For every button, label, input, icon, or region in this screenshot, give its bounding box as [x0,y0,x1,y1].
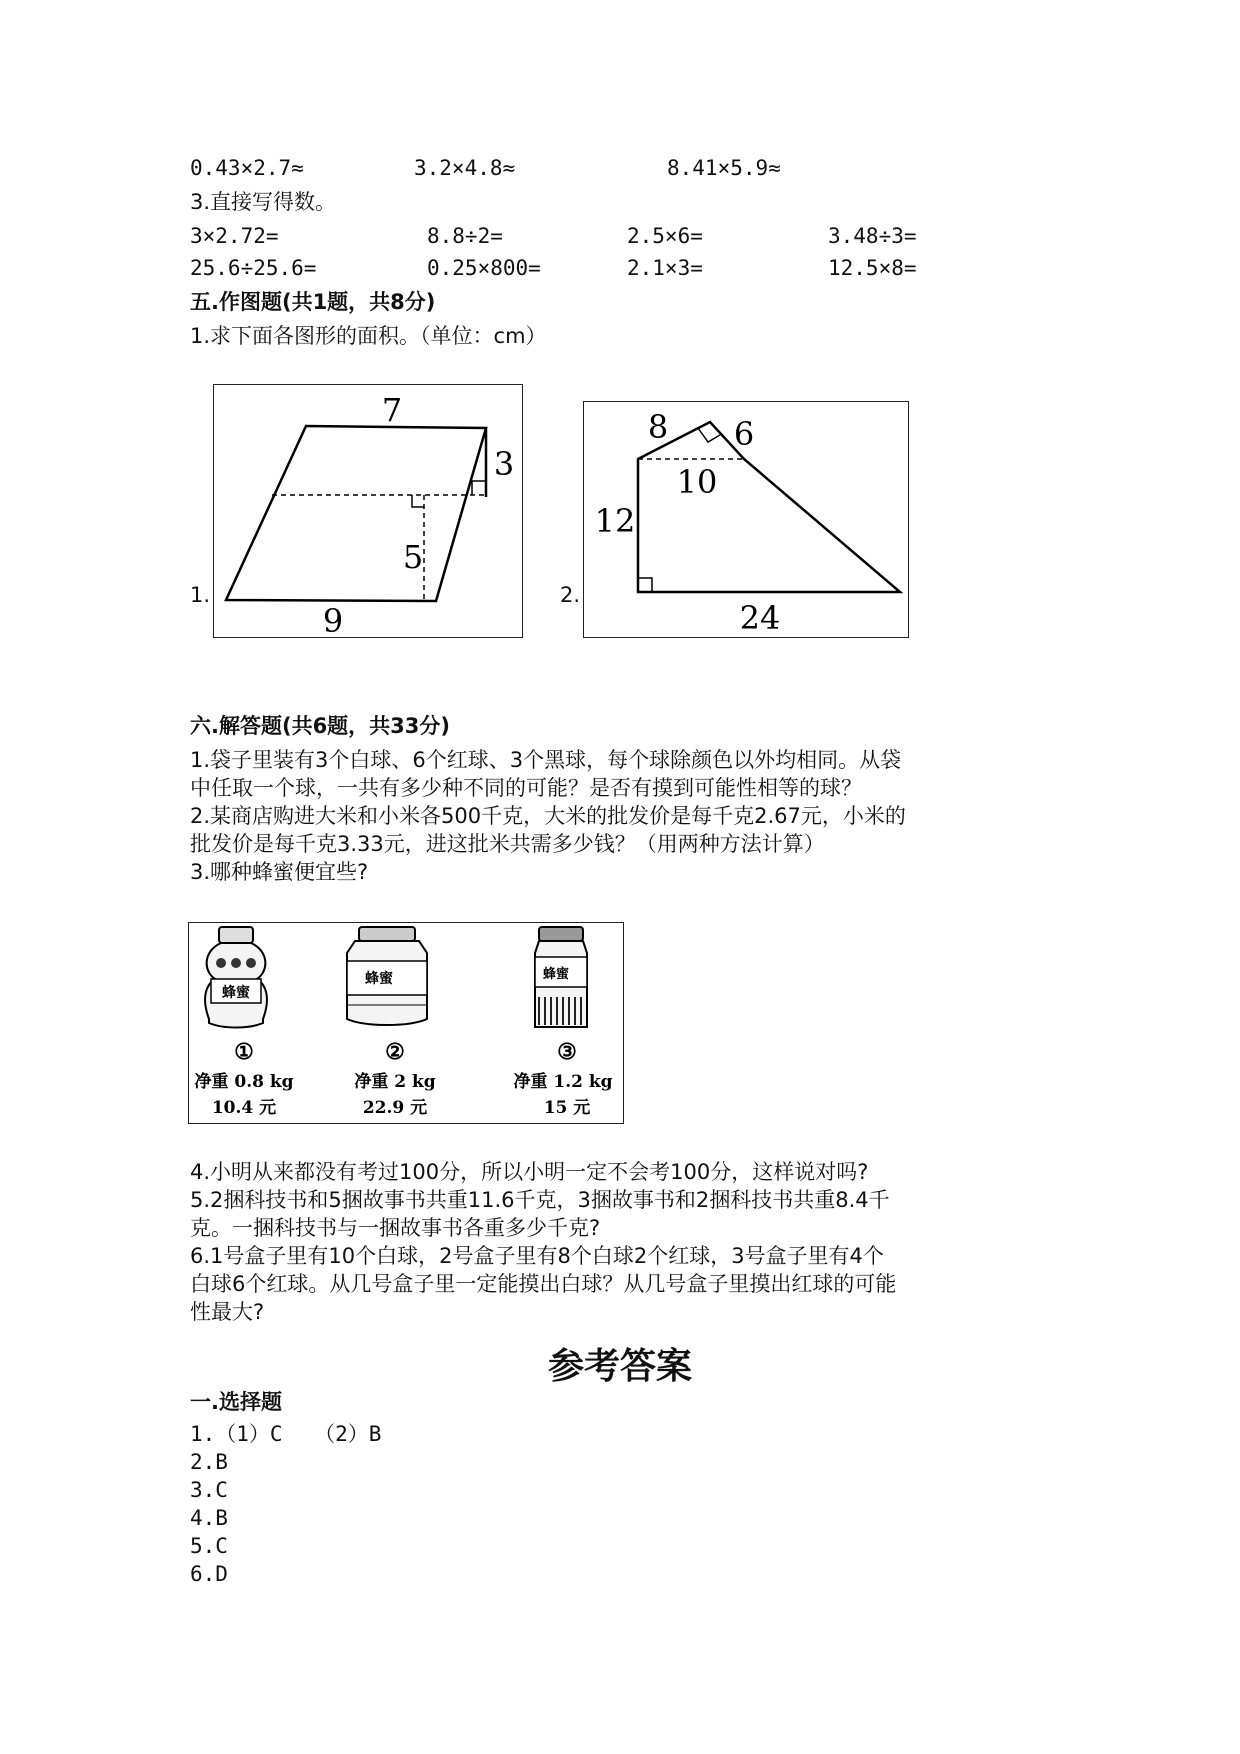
answer-item: 1.（1）C （2）B [190,1422,382,1446]
question-text: 1.袋子里装有3个白球、6个红球、3个黑球，每个球除颜色以外均相同。从袋 [190,748,902,772]
jar-label: 蜂蜜 [365,971,393,987]
honey-jar-1 [205,927,267,1028]
honey-jar-3 [535,927,587,1027]
jar-price: 10.4 元 [211,1098,277,1118]
parallelogram-figure [213,384,523,638]
composite-figure [583,401,909,638]
jar-weight: 净重 0.8 kg [194,1072,294,1092]
estimate-item: 0.43×2.7≈ [190,156,304,180]
figure-number: 2. [560,583,581,607]
question-text: 4.小明从来都没有考过100分，所以小明一定不会考100分，这样说对吗? [190,1160,869,1184]
question-text: 性最大? [190,1300,265,1324]
calc-item: 12.5×8= [828,256,917,280]
question-text: 白球6个红球。从几号盒子里一定能摸出白球？从几号盒子里摸出红球的可能 [190,1272,897,1296]
jar-price: 15 元 [543,1098,591,1118]
answer-item: 3.C [190,1478,228,1502]
jar-price: 22.9 元 [362,1098,428,1118]
figure-label: 12 [594,502,636,540]
jar-label: 蜂蜜 [542,967,570,982]
jar-number: ② [385,1039,405,1065]
jar-label: 蜂蜜 [222,985,250,1001]
estimate-item: 8.41×5.9≈ [667,156,781,180]
figure-label: 8 [647,408,669,446]
figure-label: 6 [733,415,755,453]
question-text: 3.直接写得数。 [190,190,337,214]
figure-label: 5 [402,538,424,576]
question-text: 1.求下面各图形的面积。（单位：cm） [190,324,547,348]
calc-item: 0.25×800= [427,256,541,280]
answer-item: 6.D [190,1562,228,1586]
honey-jars-figure [188,922,624,1124]
calc-item: 2.1×3= [627,256,703,280]
answers-title: 参考答案 [547,1345,692,1387]
figure-label: 10 [676,463,718,501]
section-heading: 一.选择题 [190,1390,282,1414]
calc-item: 8.8÷2= [427,224,503,248]
figure-label: 7 [381,391,403,429]
question-text: 3.哪种蜂蜜便宜些? [190,860,369,884]
figure-label: 24 [739,599,781,637]
section-heading: 五.作图题(共1题，共8分) [190,290,436,314]
jar-weight: 净重 2 kg [354,1072,436,1092]
figure-label: 9 [322,602,344,637]
calc-item: 2.5×6= [627,224,703,248]
jar-number: ③ [557,1039,577,1065]
answer-item: 4.B [190,1506,228,1530]
question-text: 5.2捆科技书和5捆故事书共重11.6千克，3捆故事书和2捆科技书共重8.4千 [190,1188,890,1212]
answer-item: 5.C [190,1534,228,1558]
estimate-item: 3.2×4.8≈ [414,156,516,180]
question-text: 批发价是每千克3.33元，进这批米共需多少钱？（用两种方法计算） [190,832,825,856]
question-text: 6.1号盒子里有10个白球，2号盒子里有8个白球2个红球，3号盒子里有4个 [190,1244,884,1268]
jar-weight: 净重 1.2 kg [513,1072,613,1092]
calc-item: 3.48÷3= [828,224,917,248]
jar-number: ① [234,1039,254,1065]
calc-item: 25.6÷25.6= [190,256,317,280]
section-heading: 六.解答题(共6题，共33分) [190,714,451,738]
honey-jar-2 [347,927,427,1025]
figure-label: 3 [493,445,515,483]
figure-number: 1. [190,583,211,607]
question-text: 克。一捆科技书与一捆故事书各重多少千克? [190,1216,601,1240]
question-text: 中任取一个球，一共有多少种不同的可能？是否有摸到可能性相等的球？ [190,776,862,800]
calc-item: 3×2.72= [190,224,279,248]
question-text: 2.某商店购进大米和小米各500千克，大米的批发价是每千克2.67元，小米的 [190,804,906,828]
answer-item: 2.B [190,1450,228,1474]
